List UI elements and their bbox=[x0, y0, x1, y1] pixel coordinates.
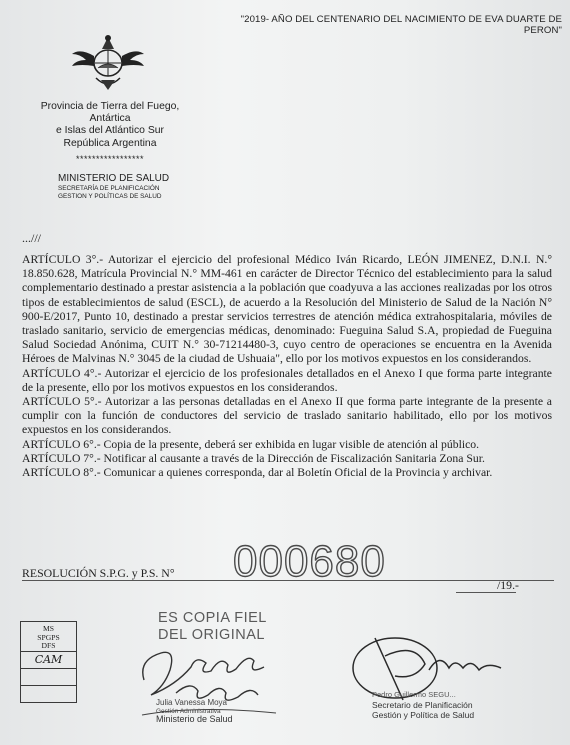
ministry-block bbox=[58, 173, 188, 201]
right-signer-name: Pedro Guillermo SEGU... bbox=[372, 690, 456, 699]
left-signer-dept: Ministerio de Salud bbox=[156, 713, 233, 724]
routing-line: DFS bbox=[41, 641, 56, 650]
routing-empty-cell bbox=[21, 686, 76, 702]
province-line: Antártica bbox=[89, 113, 131, 125]
right-signer-role: Secretario de Planificación bbox=[372, 700, 473, 710]
resolution-body bbox=[22, 253, 552, 480]
article-3: ARTÍCULO 3°.- Autorizar el ejercicio del profesional Médico Iván Ricardo, LEÓN JIMENEZ, D.N.I. N.° 18.850.628, Matrícula Provincial N.° MM-461 en carácter de Director Técnico del establecimiento para la salud complementario destinado a prestar asistencia a la población que coadyuva a las acciones realizadas por los otros tipos de establecimientos de salud (ESCL), de acuerdo a la Resolución del Ministerio de Salud de la Nación N° 900-E/2017, Punto 10, destinado a prestar servicios terrestres de atención médica extrahospitalaria, móviles de traslado sanitario, servicio de emergencias médicas, denominado: Fueguina Salud S.A, propiedad de Fueguina Salud Sociedad Anónima, CUIT N.° 30-71214480-3, cuyo centro de operaciones se encuentra en la Avenida Héroes de Malvinas N.° 3045 de la ciudad de Ushuaia", ello por los motivos expuestos en los considerandos. bbox=[22, 253, 552, 366]
secretariat-line: SECRETARÍA DE PLANIFICACIÓN bbox=[58, 185, 160, 192]
article-6: ARTÍCULO 6°.- Copia de la presente, deberá ser exhibida en lugar visible de atención al público. bbox=[22, 437, 480, 451]
resolution-label: RESOLUCIÓN S.P.G. y P.S. N° bbox=[22, 566, 175, 580]
certified-copy-line: DEL ORIGINAL bbox=[158, 627, 265, 643]
province-line: República Argentina bbox=[63, 137, 157, 149]
right-signer-block bbox=[372, 690, 512, 720]
province-line: e Islas del Atlántico Sur bbox=[55, 125, 164, 137]
provincial-crest-icon bbox=[68, 32, 148, 94]
routing-initials: CAM bbox=[34, 653, 63, 666]
article-8: ARTÍCULO 8°.- Comunicar a quienes corresponda, dar al Boletín Oficial de la Provincia y archivar. bbox=[22, 466, 493, 480]
right-signer-dept: Gestión y Política de Salud bbox=[372, 710, 475, 720]
resolution-year: /19.- bbox=[497, 578, 519, 592]
province-line: Provincia de Tierra del Fuego, bbox=[40, 101, 180, 112]
routing-stamp-box bbox=[20, 621, 77, 703]
left-signer-role: Gestión Administrativa bbox=[156, 707, 221, 715]
secretariat-line: GESTION Y POLÍTICAS DE SALUD bbox=[58, 193, 162, 200]
routing-initials-cell bbox=[21, 652, 76, 669]
certified-copy-line: ES COPIA FIEL bbox=[158, 610, 267, 626]
routing-line: MS bbox=[43, 624, 54, 633]
left-signer-name: Julia Vanessa Moya bbox=[156, 698, 227, 707]
article-4: ARTÍCULO 4°.- Autorizar el ejercicio de los profesionales detallados en el Anexo I que forma parte integrante de la presente, ello por los motivos expuestos en los considerandos. bbox=[22, 366, 552, 394]
article-7: ARTÍCULO 7°.- Notificar al causante a través de la Dirección de Fiscalización Sanitaria Zona Sur. bbox=[22, 451, 485, 465]
resolution-underline bbox=[22, 580, 554, 581]
routing-line: SPGPS bbox=[37, 632, 60, 642]
routing-stamp-header bbox=[21, 622, 76, 652]
star-divider: ***************** bbox=[75, 153, 145, 164]
article-5: ARTÍCULO 5°.- Autorizar a las personas detalladas en el Anexo II que forma parte integrante de la presente a cumplir con la función de conductores del servicio de traslado sanitario habilitado, ello por los motivos expuestos en los considerandos. bbox=[22, 395, 552, 437]
continuation-mark: .../// bbox=[22, 231, 42, 245]
ministry-name: MINISTERIO DE SALUD bbox=[58, 173, 170, 184]
resolution-number: 000680 bbox=[233, 537, 386, 586]
routing-empty-cell bbox=[21, 669, 76, 686]
province-block bbox=[30, 101, 190, 165]
commemorative-motto: "2019- AÑO DEL CENTENARIO DEL NACIMIENTO DE EVA DUARTE DE PERON" bbox=[240, 14, 562, 36]
left-signer-block bbox=[156, 698, 296, 724]
